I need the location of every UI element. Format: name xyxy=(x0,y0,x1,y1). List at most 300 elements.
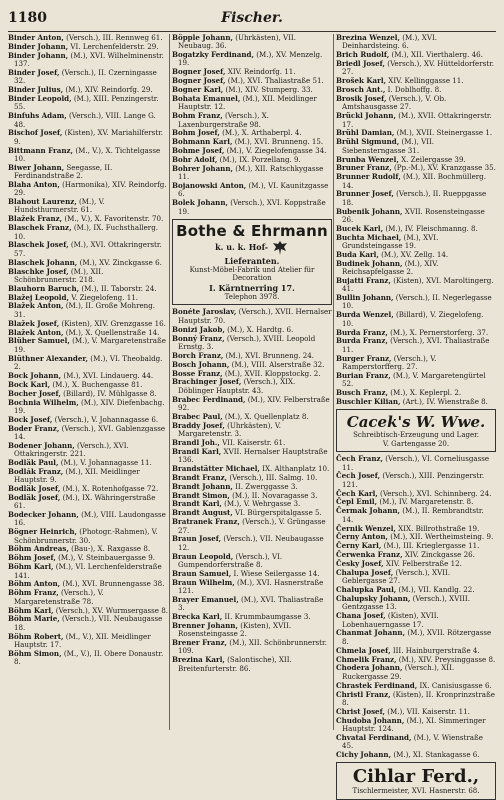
entry-name: Bock Johann, xyxy=(8,370,62,380)
entry-details: (M.), XII. Meidlinger Hauptstr. 12. xyxy=(178,94,317,112)
entry-name: Blažek Josef, xyxy=(8,318,60,328)
directory-entry xyxy=(8,52,168,69)
entry-name: Čerwenka Franz, xyxy=(336,550,403,560)
entry-details: (Versch.), II. Rueppgasse 18. xyxy=(342,189,487,207)
entry-name: Chalupsky Johann, xyxy=(336,594,411,604)
entry-name: Brich Rudolf, xyxy=(336,50,390,60)
entry-details: (M.), XVI. Thaliastraße 3. xyxy=(178,594,324,613)
entry-name: Blaha Anton, xyxy=(8,179,60,189)
entry-name: Böpple Johann, xyxy=(172,33,233,42)
entry-details: VI. Lerchenfelderstr. 29. xyxy=(70,41,159,51)
entry-details: (M., V.), X. Favoritenstr. 70. xyxy=(64,214,164,224)
entry-name: Chanmat Johann, xyxy=(336,628,406,638)
directory-entry xyxy=(336,277,496,294)
directory-entry xyxy=(336,190,496,207)
entry-name: Böhm Simon, xyxy=(8,648,62,658)
entry-details: (M.), XII. Meidlinger Hauptstr. 9. xyxy=(14,466,140,485)
entry-name: Černy Karl, xyxy=(336,541,382,551)
entry-details: (M.), XVII. Steinergasse 1. xyxy=(396,128,493,138)
entry-details: (M.), XII. Schönbrunnerstr. 109. xyxy=(178,638,327,656)
page-number: 1180 xyxy=(8,10,47,26)
page-title: Fischer. xyxy=(221,10,283,26)
directory-entry xyxy=(172,308,332,325)
directory-entry xyxy=(172,182,332,199)
entry-details: (M.), VIII. Alserstraße 32. xyxy=(231,359,325,369)
entry-details: (M.), XIV. Preysinggasse 8. xyxy=(398,654,496,664)
entry-details: IX. Althanplatz 10. xyxy=(262,463,330,473)
entry-name: Bucek Karl, xyxy=(336,223,384,233)
directory-entry xyxy=(336,234,496,251)
entry-name: Bodecker Johann, xyxy=(8,510,79,520)
entry-details: (Versch.), XVII. Geblergasse 27. xyxy=(342,568,451,586)
entry-details: (Photogr.-Rahmen), V. Schönbrunnerstr. 30. xyxy=(14,527,158,545)
entry-name: Cichy Johann, xyxy=(336,749,392,759)
entry-name: Binder Josef, xyxy=(8,67,60,77)
advertisement-cihlar xyxy=(336,762,496,800)
entry-name: Boder Franz, xyxy=(8,423,60,433)
directory-entry xyxy=(172,335,332,352)
entry-details: (Salontische), XII. Breitenfurterstr. 86. xyxy=(178,655,292,673)
entry-details: (M.), XVI. Brunneng. 24. xyxy=(225,350,315,360)
entry-name: Brosch Ant., xyxy=(336,85,386,95)
entry-details: (Kisten), XVI. Maroltingerg. 41. xyxy=(342,276,494,294)
entry-details: (M.), IX. Porzellang. 9. xyxy=(219,155,301,165)
entry-details: (Versch.), V. Ob. Amtshausgasse 27. xyxy=(342,94,447,112)
entry-details: (M.), XIV. Reichsapfelgasse 2. xyxy=(342,258,439,277)
entry-details: (M., V.), II. Obere Donaustr. 8. xyxy=(14,648,164,667)
entry-details: (M.), II. Rembrandtstr. 14. xyxy=(342,506,484,524)
entry-details: (M.), XII. Vierthalerg. 46. xyxy=(391,50,483,60)
ad-line: Tischlermeister, XVI. Hasnerstr. 68. xyxy=(352,787,480,796)
entry-details: (Versch.), II. Negerlegasse 10. xyxy=(342,293,492,311)
directory-entry xyxy=(172,596,332,613)
entry-name: Brecka Karl, xyxy=(172,612,223,622)
directory-entry xyxy=(8,95,168,112)
directory-entry xyxy=(336,398,496,406)
entry-name: Čech Karl, xyxy=(336,488,378,498)
entry-name: Chmelik Franz, xyxy=(336,654,397,664)
entry-details: (M.), X. Pernerstorferg. 37. xyxy=(390,327,489,337)
directory-entry xyxy=(172,639,332,656)
entry-name: Brener Franz, xyxy=(172,638,228,648)
entry-name: Buda Karl, xyxy=(336,249,379,259)
entry-name: Bonéte Jaroslav, xyxy=(172,307,237,317)
entry-details: (Versch.), VIII. Lange G. 48. xyxy=(14,111,156,129)
directory-entry xyxy=(172,51,332,68)
directory-entry xyxy=(336,472,496,489)
directory-entry xyxy=(8,355,168,372)
directory-entry xyxy=(8,198,168,215)
entry-details: (M.), X. Arthaberpl. 4. xyxy=(222,128,302,138)
ad-title: k. u. k. Hof- xyxy=(215,241,269,252)
directory-entry xyxy=(336,294,496,311)
entry-name: Bodlák Franz, xyxy=(8,466,64,476)
ad-company-name: Cacek's W. Wwe. xyxy=(346,413,486,432)
column-3 xyxy=(336,33,496,796)
directory-entry xyxy=(8,69,168,86)
entry-name: Černy Anton, xyxy=(336,532,388,542)
entry-name: Čepl Emil, xyxy=(336,497,378,507)
entry-details: (Versch.), III. Rennweg 61. xyxy=(66,33,163,42)
entry-name: Bogner Josef, xyxy=(172,67,226,77)
entry-details: (Versch.), XII. Ruckergasse 29. xyxy=(342,663,455,681)
entry-details: (Billard), IV. Mühlgasse 8. xyxy=(63,388,157,398)
directory-entry xyxy=(8,563,168,580)
entry-details: (Versch.), XVIII. Gentzgasse 13. xyxy=(342,594,470,612)
directory-entry xyxy=(336,595,496,612)
entry-name: Chalupka Paul, xyxy=(336,585,397,595)
entry-details: (M.), XVI. Hasnerstraße 121. xyxy=(178,577,324,596)
directory-entry xyxy=(336,717,496,734)
entry-details: (M.), XVI. Ottakringerstr. 57. xyxy=(14,240,162,258)
entry-name: Blaschek Franz, xyxy=(8,223,72,233)
entry-name: Burger Franz, xyxy=(336,353,392,363)
entry-details: (M.), V. Margaretenstraße 19. xyxy=(14,336,166,354)
entry-details: (M.), XIV. Stumperg. 33. xyxy=(225,85,313,95)
entry-details: (Versch.), III. Salmg. 10. xyxy=(229,472,318,482)
entry-name: Brandt Johann, xyxy=(172,481,233,491)
entry-name: Brosik Josef, xyxy=(336,94,387,104)
entry-name: Brühl Sigmund, xyxy=(336,137,400,147)
entry-details: XIX. Billrothstraße 19. xyxy=(398,523,480,533)
entry-details: Seegasse, II. Ferdinandstraße 2. xyxy=(14,162,113,181)
directory-entry xyxy=(336,112,496,129)
entry-name: Brošek Karl, xyxy=(336,76,387,86)
entry-details: (M.), XVI. Wilhelminenstr. 137. xyxy=(14,50,164,69)
entry-details: (Versch.), XVII. Hernalser Hauptstr. 70. xyxy=(178,307,332,325)
entry-name: Čermak Johann, xyxy=(336,506,401,516)
entry-details: (Versch.), XIII. Penzingerstr. 121. xyxy=(342,471,485,489)
directory-entry xyxy=(8,224,168,241)
directory-entry xyxy=(8,442,168,459)
entry-details: V. Ziegelofeng. 11. xyxy=(71,292,138,302)
entry-details: (M.), V. Wienstraße 45. xyxy=(342,732,483,751)
entry-name: Brunner Rudolf, xyxy=(336,172,401,182)
entry-name: Bock Josef, xyxy=(8,414,53,424)
directory-entry xyxy=(336,355,496,372)
directory-entry xyxy=(172,579,332,596)
entry-name: Blahout Laurenz, xyxy=(8,197,77,207)
entry-details: (M.), XII. Bochmüllerg. 14. xyxy=(342,172,486,190)
entry-name: Bratranek Franz, xyxy=(172,517,240,527)
entry-details: (M.), XVI. Brunneng. 15. xyxy=(234,137,324,147)
entry-details: (M.), VI. Lerchenfelderstraße 141. xyxy=(14,562,162,580)
directory-entry xyxy=(172,622,332,639)
entry-name: Bogner Josef, xyxy=(172,76,226,86)
directory-entry xyxy=(172,422,332,439)
entry-details: X. Zeilergasse 39. xyxy=(401,154,466,164)
entry-details: (M.), XV. Zinckgasse 6. xyxy=(79,257,162,267)
entry-details: (M.), XIV. Diefenbachg. 19. xyxy=(14,397,165,415)
entry-name: Bohm Franz, xyxy=(172,111,223,121)
entry-name: Bodläk Josef, xyxy=(8,492,61,502)
directory-entry xyxy=(172,199,332,216)
entry-details: (Versch.), XVI. Koppstraße 19. xyxy=(178,198,326,216)
entry-details: II. Krummbaumgasse 3. xyxy=(224,612,311,622)
entry-name: Braun Leopold, xyxy=(172,551,234,561)
entry-details: (M.), XV. Menzelg. 19. xyxy=(178,50,323,68)
directory-entry xyxy=(336,260,496,277)
entry-details: (M.), XIV. Felberstraße 92. xyxy=(178,394,330,412)
directory-entry xyxy=(336,507,496,524)
directory-entry xyxy=(336,208,496,225)
ad-company-name: Bothe & Ehrmann xyxy=(176,221,328,240)
entry-details: (M.), XVII. Kloppstockg. 2. xyxy=(224,368,321,378)
entry-details: (M.), XII. Schönbrunnerstr. 218. xyxy=(14,266,104,284)
entry-name: Bogatzky Ferdinand, xyxy=(172,50,254,60)
entry-details: (Versch.), VII. Neubaugasse 12. xyxy=(178,534,324,552)
directory-entry xyxy=(8,268,168,285)
entry-details: (M.), XII. Ratschkygasse 11. xyxy=(178,163,324,182)
entry-details: (Versch.), VII. Neubaugasse 18. xyxy=(14,614,163,632)
entry-name: Brunner Josef, xyxy=(336,189,394,199)
entry-details: (Art.), IV. Wienstraße 8. xyxy=(402,396,488,406)
entry-details: I. Wiese Seilergasse 14. xyxy=(233,568,320,578)
entry-details: (M.), XVI. Grundsteingasse 19. xyxy=(342,232,439,251)
directory-entry xyxy=(336,664,496,681)
entry-details: IX. Canisiusgasse 6. xyxy=(419,680,492,690)
entry-name: Brückl Johann, xyxy=(336,111,396,121)
entry-details: (M.), X. Quellenplatz 8. xyxy=(224,411,309,421)
entry-name: Bischof Josef, xyxy=(8,128,63,138)
entry-name: Böhm Marie, xyxy=(8,614,60,624)
entry-details: (M.), X. Hardtg. 6. xyxy=(227,324,294,334)
entry-details: (M.), V. Hundsthurmerstr. 61. xyxy=(14,197,105,215)
ad-phone: Telephon 3978. xyxy=(224,292,280,301)
ad-line: Schreibtisch-Erzeugung und Lager. xyxy=(353,431,479,440)
advertisement-cacek xyxy=(336,409,496,452)
directory-entry xyxy=(336,173,496,190)
entry-details: (M.), V. Wehrgasse 3. xyxy=(224,499,301,509)
header-rule xyxy=(8,31,496,32)
entry-details: (Harmonika), XIV. Reindorfg. 29. xyxy=(14,179,167,198)
entry-details: XIV. Kellinggasse 11. xyxy=(388,76,464,86)
entry-details: (Versch.), XVIII. Leopold Ernstg. 3. xyxy=(178,333,316,351)
directory-entry xyxy=(8,589,168,606)
entry-name: Bögner Heinrich, xyxy=(8,527,78,537)
entry-name: Čech Franz, xyxy=(336,454,384,464)
entry-name: Brenner Johann, xyxy=(172,620,238,630)
entry-details: (Kisten), XVII. Rosensteingasse 2. xyxy=(178,620,292,639)
entry-name: Blažek Anton, xyxy=(8,327,64,337)
entry-name: Bodläk Josef, xyxy=(8,484,61,494)
directory-entry xyxy=(336,60,496,77)
entry-name: Braun Josef, xyxy=(172,534,222,544)
entry-details: (M.), X. Rotenhofgasse 72. xyxy=(62,484,159,494)
entry-name: Bullin Johann, xyxy=(336,293,394,303)
entry-name: Budinek Johann, xyxy=(336,258,403,268)
entry-name: Blüthner Alexander, xyxy=(8,353,89,363)
entry-name: Böhm Anton, xyxy=(8,579,61,589)
entry-name: Binder Leopold, xyxy=(8,94,72,104)
directory-entry xyxy=(336,629,496,646)
column-1 xyxy=(8,34,168,730)
directory-entry xyxy=(336,138,496,155)
entry-name: Böhm Andreas, xyxy=(8,544,69,554)
directory-entry xyxy=(172,448,332,465)
entry-details: (M.), V. Steinbauergasse 9. xyxy=(58,553,155,563)
directory-entry xyxy=(172,34,332,51)
entry-name: Böhm Franz, xyxy=(8,588,59,598)
advertisement-bothe-ehrmann xyxy=(172,219,332,306)
entry-details: (M.), VII. Kandlg. 22. xyxy=(398,585,475,595)
entry-details: I. Doblhoffg. 8. xyxy=(387,85,442,95)
entry-details: (Versch.), XVI. Ottakringerstr. 221. xyxy=(14,440,129,459)
entry-name: Čech Josef, xyxy=(336,471,381,481)
entry-name: Böhm Karl, xyxy=(8,562,54,572)
entry-name: Bochnia Wilhelm, xyxy=(8,397,79,407)
column-2 xyxy=(172,34,332,730)
directory-entry xyxy=(336,337,496,354)
entry-name: Brandt Karl, xyxy=(172,499,222,509)
entry-details: (Versch.), XVI. Thaliastraße 11. xyxy=(342,336,490,354)
entry-name: Bittmann Franz, xyxy=(8,145,74,155)
entry-details: (M.), VII. Siebensterngasse 31. xyxy=(342,137,435,155)
entry-details: (M.), X. Buchengasse 81. xyxy=(52,379,143,389)
entry-details: (M.), IX. Fuchsthallerg. 10. xyxy=(14,223,158,241)
ad-company-name: Cihlar Ferd., xyxy=(352,766,480,788)
entry-details: (M.), VII. Kaiserstr. 11. xyxy=(387,706,470,716)
directory-entry xyxy=(336,34,496,51)
entry-name: Chana Josef, xyxy=(336,611,386,621)
entry-name: Chmela Josef, xyxy=(336,645,391,655)
column-divider xyxy=(333,34,334,730)
entry-name: Bonizi Jakob, xyxy=(172,324,225,334)
entry-details: (Versch.), X. Laxenburgerstraße 98. xyxy=(178,111,269,129)
entry-details: (Versch.), II. Czerningasse 32. xyxy=(14,67,157,86)
directory-entry xyxy=(336,372,496,389)
entry-name: Braun Samuel, xyxy=(172,568,232,578)
entry-details: (Versch.), V. Margaretenstraße 78. xyxy=(14,588,104,606)
entry-name: Chodera Johann, xyxy=(336,663,403,673)
entry-details: (M.), XVI. Lindauerg. 44. xyxy=(63,370,154,380)
entry-details: (Versch.), V. Johannagasse 6. xyxy=(54,414,159,424)
directory-entry xyxy=(172,656,332,673)
entry-details: (Pp.-M.), XV. Kranzgasse 35. xyxy=(393,163,496,173)
directory-entry xyxy=(8,181,168,198)
entry-name: Busch Franz, xyxy=(336,388,388,398)
entry-name: Braddy Josef, xyxy=(172,420,225,430)
entry-name: Blaschek Josef, xyxy=(8,240,69,250)
entry-name: Bock Karl, xyxy=(8,379,51,389)
entry-name: Blaschke Josef, xyxy=(8,266,69,276)
directory-entry xyxy=(336,455,496,472)
directory-entry xyxy=(8,337,168,354)
entry-details: (M.), XI. Simmeringer Hauptstr. 124. xyxy=(342,715,486,733)
entry-details: (Kisten), II. Kronprinzstraße 8. xyxy=(342,689,495,707)
entry-details: XIV. Zinckgasse 26. xyxy=(404,550,475,560)
entry-name: Brachinger Josef, xyxy=(172,377,242,387)
entry-details: (M.), XI. Stankagasse 6. xyxy=(393,749,480,759)
entry-name: Chalupa Josef, xyxy=(336,568,394,577)
entry-name: Blažek Franz, xyxy=(8,214,63,224)
directory-entry xyxy=(8,164,168,181)
entry-details: (Versch.), VI. Gumpendorferstraße 8. xyxy=(178,551,283,569)
entry-details: (M.), VIII. Laudongasse 16. xyxy=(14,510,166,528)
entry-details: XVII. Hernalser Hauptstraße 136. xyxy=(178,446,328,465)
directory-entry xyxy=(8,425,168,442)
entry-name: Brandt Simon, xyxy=(172,490,230,500)
entry-name: Brandt August, xyxy=(172,508,233,518)
directory-entry xyxy=(336,612,496,629)
entry-details: (M.), II. Große Mohreng. 31. xyxy=(14,301,156,319)
entry-name: Brandstätter Michael, xyxy=(172,463,260,473)
entry-name: Böhm Karl, xyxy=(8,605,54,615)
directory-entry xyxy=(172,535,332,552)
entry-name: Bohm Josef, xyxy=(172,128,220,138)
ad-line: Kunst-Möbel-Fabrik und Atelier für Decoration xyxy=(189,265,315,283)
entry-name: Bolek Johann, xyxy=(172,198,228,208)
directory-entry xyxy=(172,165,332,182)
entry-name: Brandl Karl, xyxy=(172,446,222,456)
entry-name: Brühl Damian, xyxy=(336,128,395,138)
directory-entry xyxy=(8,511,168,528)
entry-details: VII. Kaiserstr. 61. xyxy=(222,437,286,447)
entry-details: (Versch.), VI. Corneliusgasse 11. xyxy=(342,454,490,472)
entry-name: Bohmann Karl, xyxy=(172,137,233,147)
entry-details: (Versch.), V. Ramperstorfferg. 27. xyxy=(342,353,437,371)
entry-name: Blažej Leopold, xyxy=(8,292,69,302)
directory-entry xyxy=(172,378,332,395)
directory-entry xyxy=(336,734,496,751)
entry-details: (M.), XII. Wertheimsteing. 9. xyxy=(390,532,494,542)
entry-details: (M.), XVII. Ottakringerstr. 17. xyxy=(342,111,492,129)
directory-entry xyxy=(172,553,332,570)
entry-name: Brezina Karl, xyxy=(172,655,225,665)
entry-details: (Kisten), XIV. Grenzgasse 16. xyxy=(61,318,166,328)
entry-name: Brabec Ferdinand, xyxy=(172,394,246,404)
entry-name: Česky Josef, xyxy=(336,559,384,569)
entry-details: (Versch.), XV. Hütteldorferstr. 27. xyxy=(342,59,494,77)
entry-details: (M.), XIII. Penzingerstr. 55. xyxy=(14,94,159,112)
entry-name: Böhm Robert, xyxy=(8,631,64,641)
directory-entry xyxy=(336,691,496,708)
ad-line: Lieferanten. xyxy=(224,255,280,266)
entry-details: VI. Bürgerspitalgasse 5. xyxy=(234,508,322,518)
entry-details: (Versch.), XIX. Döblinger Hauptstr. 43. xyxy=(178,377,296,395)
entry-name: Binder Julius, xyxy=(8,85,64,95)
entry-name: Bojanowski Anton, xyxy=(172,181,247,191)
entry-name: Biwer Johann, xyxy=(8,162,65,172)
entry-details: (M.), IV. Margaretenstr. 8. xyxy=(379,497,474,507)
entry-name: Binder Johann, xyxy=(8,50,69,60)
ad-address: V. Gartengasse 20. xyxy=(382,439,450,448)
entry-name: Bruner Franz, xyxy=(336,163,392,173)
directory-entry xyxy=(172,95,332,112)
entry-details: (M.), II. Novaragasse 3. xyxy=(232,490,318,500)
entry-details: (Versch.), XV. Wurmsergasse 8. xyxy=(55,605,168,615)
directory-entry xyxy=(336,751,496,759)
entry-details: (M.), V. Johannagasse 11. xyxy=(60,457,152,467)
entry-details: (Bau-), X. Raxgasse 8. xyxy=(71,544,151,554)
entry-name: Braun Wilhelm, xyxy=(172,577,235,587)
entry-name: Binfuhs Adam, xyxy=(8,111,67,121)
entry-details: XIV. Reindorfg. 11. xyxy=(227,67,296,77)
entry-details: (M.), VI. Theobaldg. 2. xyxy=(14,353,163,371)
entry-name: Briedl Josef, xyxy=(336,59,386,69)
entry-details: (M., V.), XII. Meidlinger Hauptstr. 17. xyxy=(14,631,151,649)
column-divider xyxy=(169,34,170,730)
entry-name: Chudoba Johann, xyxy=(336,715,405,725)
directory-entry xyxy=(8,147,168,164)
eagle-crest-icon xyxy=(271,240,289,256)
entry-details: (M.), XVII. Rötzergasse 8. xyxy=(342,628,492,646)
entry-name: Bogner Karl, xyxy=(172,85,224,95)
entry-name: Chrastek Ferdinand, xyxy=(336,680,418,690)
directory-entry xyxy=(8,468,168,485)
entry-name: Bohr Adolf, xyxy=(172,155,218,165)
entry-name: Bonný Franz, xyxy=(172,333,225,343)
